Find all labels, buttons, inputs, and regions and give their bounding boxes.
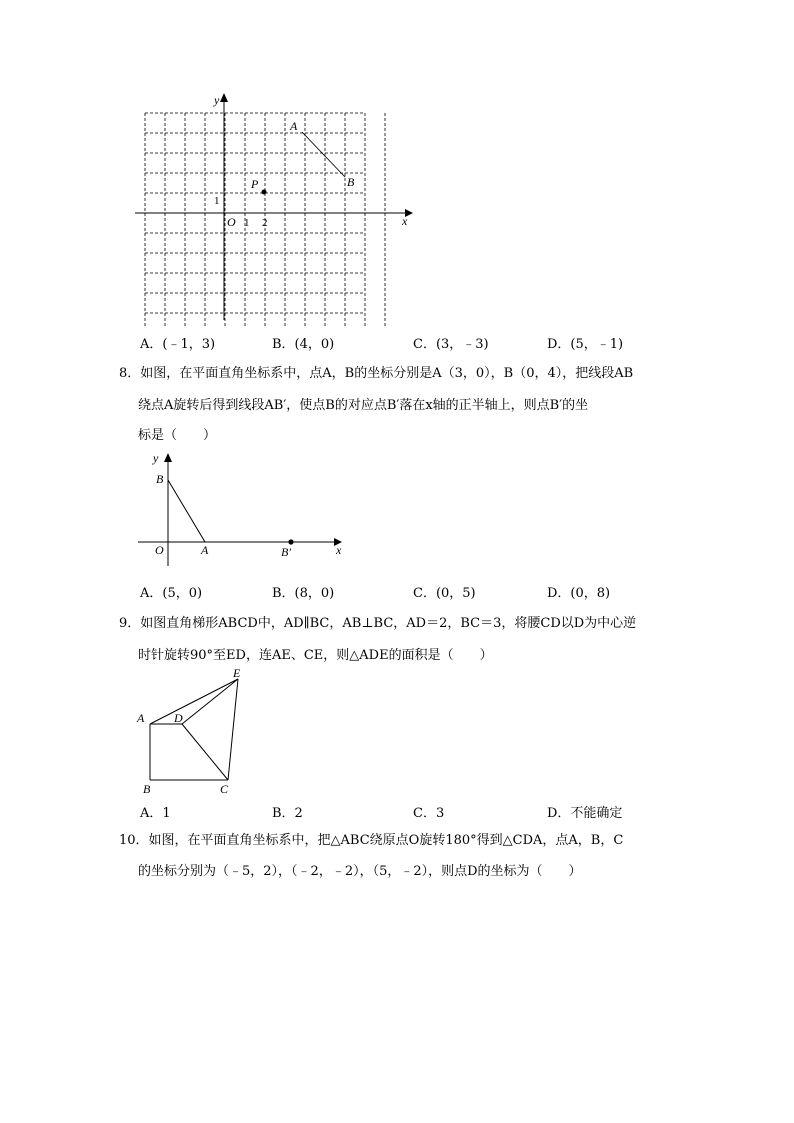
q9-label-b: B [143, 782, 151, 796]
q7-option-c[interactable]: C．(3，﹣3) [413, 337, 489, 352]
q9-option-a[interactable]: A．1 [140, 806, 171, 821]
q7-option-b[interactable]: B．(4，0) [272, 337, 335, 352]
q9-option-d[interactable]: D．不能确定 [547, 806, 623, 821]
q9-edge-ae [150, 679, 238, 724]
q7-segment-ab [302, 132, 345, 177]
q7-label-a: A [290, 119, 298, 133]
q8-label-b: B [156, 472, 164, 486]
q8-question-line-3: 标是（ ） [138, 428, 217, 443]
q9-edge-ce [228, 679, 238, 780]
q7-label-o: O [227, 215, 236, 229]
q9-option-c[interactable]: C．3 [413, 806, 445, 821]
q8-label-y: y [153, 451, 159, 465]
q8-option-b[interactable]: B．(8，0) [272, 586, 335, 601]
q7-coordinate-grid-figure [130, 88, 420, 328]
q7-label-b: B [347, 175, 355, 189]
q7-label-1x: 1 [244, 217, 250, 229]
q8-y-axis-arrow [164, 453, 172, 462]
q8-label-x: x [336, 543, 342, 557]
q7-option-a[interactable]: A．(﹣1，3) [140, 337, 216, 352]
q7-label-2x: 2 [262, 217, 268, 229]
q7-y-axis-arrow [220, 93, 228, 102]
q9-trapezoid-figure [130, 664, 260, 799]
q9-label-a: A [137, 711, 145, 725]
q7-label-p: P [251, 177, 259, 191]
q9-question-line-2: 时针旋转90°至ED，连AE、CE，则△ADE的面积是（ ） [138, 648, 493, 663]
q8-segment-ab [168, 480, 205, 542]
q7-label-y: y [214, 93, 220, 107]
q8-label-a: A [201, 543, 209, 557]
q7-point-p [262, 190, 267, 195]
q9-label-e: E [233, 666, 241, 680]
q9-edge-de [182, 679, 238, 724]
q8-option-a[interactable]: A．(5，0) [140, 586, 203, 601]
q10-question-line-2: 的坐标分别为（﹣5，2），（﹣2，﹣2），（5，﹣2），则点D的坐标为（ ） [138, 864, 582, 879]
q8-figure [130, 448, 350, 573]
q8-point-bprime [288, 539, 293, 544]
q8-label-o: O [155, 543, 164, 557]
q10-question-line-1: 10．如图，在平面直角坐标系中，把△ABC绕原点O旋转180°得到△CDA，点A，B，C [119, 833, 624, 848]
q8-option-c[interactable]: C．(0，5) [413, 586, 476, 601]
q8-question-line-2: 绕点A旋转后得到线段AB′，使点B的对应点B′落在x轴的正半轴上，则点B′的坐 [138, 398, 589, 413]
q9-question-line-1: 9．如图直角梯形ABCD中，AD∥BC，AB⊥BC，AD＝2，BC＝3，将腰CD以D为中心逆 [119, 616, 637, 631]
q9-label-d: D [174, 711, 183, 725]
q8-label-bprime: B′ [281, 545, 291, 559]
q9-option-b[interactable]: B．2 [272, 806, 303, 821]
q9-edge-dc [182, 724, 228, 780]
q7-label-x: x [402, 214, 408, 228]
q7-label-1y: 1 [214, 195, 220, 207]
q8-option-d[interactable]: D．(0，8) [547, 586, 611, 601]
q8-question-line-1: 8．如图，在平面直角坐标系中，点A，B的坐标分别是A（3，0），B（0，4），把线段AB [119, 366, 634, 381]
q7-option-d[interactable]: D．(5，﹣1) [547, 337, 624, 352]
q9-label-c: C [220, 782, 229, 796]
